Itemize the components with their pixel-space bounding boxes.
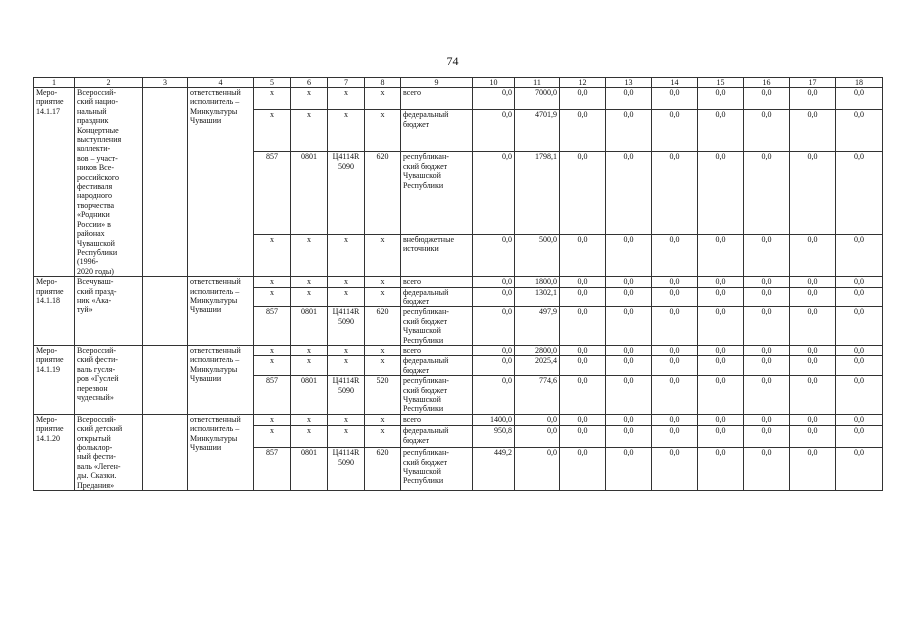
cell-value: 0,0 [560, 152, 606, 234]
cell-value: 2800,0 [515, 345, 560, 355]
cell-value: 0,0 [836, 356, 883, 376]
cell-value: 0,0 [698, 234, 744, 276]
cell-value: 0,0 [652, 152, 698, 234]
cell-funding-source: всего [401, 88, 473, 110]
column-header-2: 2 [75, 78, 143, 88]
cell-value: 0,0 [560, 448, 606, 491]
cell-value: 0,0 [744, 307, 790, 346]
cell-expense-type: 620 [365, 448, 401, 491]
cell-value: 0,0 [836, 277, 883, 287]
cell-value: 0,0 [790, 110, 836, 152]
cell-value: 0,0 [606, 234, 652, 276]
cell-value: 0,0 [744, 426, 790, 448]
cell-value: 449,2 [473, 448, 515, 491]
cell-target-article: x [328, 414, 365, 426]
cell-value: 0,0 [652, 307, 698, 346]
cell-section: x [291, 414, 328, 426]
cell-value: 0,0 [744, 152, 790, 234]
cell-value: 0,0 [698, 448, 744, 491]
column-header-18: 18 [836, 78, 883, 88]
cell-section: 0801 [291, 376, 328, 415]
event-id: Меро- приятие 14.1.19 [34, 345, 75, 414]
cell-value: 0,0 [473, 376, 515, 415]
column-header-11: 11 [515, 78, 560, 88]
column-header-3: 3 [143, 78, 188, 88]
cell-value: 0,0 [836, 234, 883, 276]
column-header-8: 8 [365, 78, 401, 88]
cell-expense-type: 520 [365, 376, 401, 415]
cell-value: 0,0 [606, 110, 652, 152]
cell-grbs: x [254, 88, 291, 110]
cell-value: 0,0 [836, 376, 883, 415]
cell-expense-type: x [365, 110, 401, 152]
column-header-12: 12 [560, 78, 606, 88]
cell-expense-type: x [365, 426, 401, 448]
cell-value: 0,0 [606, 287, 652, 307]
cell-value: 0,0 [652, 88, 698, 110]
cell-section: x [291, 110, 328, 152]
cell-value: 0,0 [473, 287, 515, 307]
cell-value: 0,0 [652, 376, 698, 415]
cell-value: 0,0 [836, 88, 883, 110]
cell-section: x [291, 88, 328, 110]
cell-grbs: x [254, 110, 291, 152]
cell-value: 0,0 [473, 307, 515, 346]
cell-value: 0,0 [560, 234, 606, 276]
cell-funding-source: республикан- ский бюджет Чувашской Республики [401, 376, 473, 415]
cell-value: 0,0 [698, 376, 744, 415]
cell-value: 0,0 [790, 277, 836, 287]
cell-value: 0,0 [744, 287, 790, 307]
cell-section: 0801 [291, 152, 328, 234]
cell-grbs: x [254, 277, 291, 287]
cell-section: x [291, 356, 328, 376]
cell-expense-type: x [365, 356, 401, 376]
cell-value: 0,0 [790, 152, 836, 234]
table-row [34, 277, 883, 287]
cell-value: 0,0 [790, 448, 836, 491]
cell-value: 1800,0 [515, 277, 560, 287]
empty-col-3 [143, 345, 188, 414]
cell-value: 0,0 [560, 307, 606, 346]
cell-expense-type: 620 [365, 307, 401, 346]
cell-target-article: x [328, 356, 365, 376]
cell-funding-source: всего [401, 277, 473, 287]
event-executor: ответственный исполнитель – Минкультуры Чувашии [188, 345, 254, 414]
cell-value: 0,0 [790, 345, 836, 355]
cell-value: 0,0 [560, 88, 606, 110]
cell-value: 0,0 [606, 414, 652, 426]
event-executor: ответственный исполнитель – Минкультуры Чувашии [188, 414, 254, 490]
cell-value: 0,0 [836, 287, 883, 307]
column-header-5: 5 [254, 78, 291, 88]
column-header-4: 4 [188, 78, 254, 88]
cell-target-article: Ц4114R 5090 [328, 152, 365, 234]
cell-value: 0,0 [744, 88, 790, 110]
cell-value: 7000,0 [515, 88, 560, 110]
column-header-16: 16 [744, 78, 790, 88]
cell-value: 500,0 [515, 234, 560, 276]
table-row [34, 345, 883, 355]
event-executor: ответственный исполнитель – Минкультуры Чувашии [188, 277, 254, 346]
cell-value: 0,0 [473, 234, 515, 276]
cell-value: 0,0 [836, 448, 883, 491]
empty-col-3 [143, 88, 188, 277]
cell-funding-source: федеральный бюджет [401, 287, 473, 307]
cell-value: 0,0 [698, 414, 744, 426]
cell-grbs: x [254, 345, 291, 355]
cell-funding-source: федеральный бюджет [401, 356, 473, 376]
cell-expense-type: x [365, 345, 401, 355]
cell-value: 0,0 [560, 376, 606, 415]
cell-value: 0,0 [790, 307, 836, 346]
cell-value: 0,0 [560, 345, 606, 355]
cell-value: 0,0 [836, 307, 883, 346]
cell-target-article: x [328, 234, 365, 276]
cell-value: 1798,1 [515, 152, 560, 234]
cell-expense-type: x [365, 88, 401, 110]
cell-value: 0,0 [652, 426, 698, 448]
cell-value: 0,0 [744, 414, 790, 426]
cell-value: 0,0 [744, 277, 790, 287]
cell-value: 0,0 [744, 110, 790, 152]
column-header-15: 15 [698, 78, 744, 88]
cell-value: 0,0 [515, 414, 560, 426]
column-header-17: 17 [790, 78, 836, 88]
cell-target-article: x [328, 110, 365, 152]
cell-funding-source: федеральный бюджет [401, 110, 473, 152]
cell-value: 0,0 [560, 287, 606, 307]
cell-value: 0,0 [836, 414, 883, 426]
cell-value: 0,0 [698, 307, 744, 346]
cell-funding-source: республикан- ский бюджет Чувашской Республики [401, 152, 473, 234]
cell-section: 0801 [291, 307, 328, 346]
cell-value: 0,0 [606, 448, 652, 491]
cell-value: 0,0 [473, 152, 515, 234]
cell-value: 0,0 [698, 110, 744, 152]
cell-value: 0,0 [560, 426, 606, 448]
event-name: Всероссий- ский нацио- нальный праздник Концертные выступления коллекти- вов – участ- ников Все- российского фестиваля народного творчества «Родники России» в районах Чувашской Республики (1996- 2020 годы) [75, 88, 143, 277]
cell-grbs: x [254, 426, 291, 448]
column-header-9: 9 [401, 78, 473, 88]
column-header-14: 14 [652, 78, 698, 88]
cell-target-article: x [328, 287, 365, 307]
cell-value: 0,0 [652, 448, 698, 491]
cell-funding-source: внебюджетные источники [401, 234, 473, 276]
cell-target-article: Ц4114R 5090 [328, 448, 365, 491]
cell-value: 0,0 [836, 426, 883, 448]
table-row [34, 414, 883, 426]
event-name: Всечуваш- ский празд- ник «Ака- туй» [75, 277, 143, 346]
event-id: Меро- приятие 14.1.17 [34, 88, 75, 277]
empty-col-3 [143, 414, 188, 490]
cell-value: 0,0 [836, 110, 883, 152]
cell-value: 0,0 [836, 345, 883, 355]
cell-value: 0,0 [560, 277, 606, 287]
cell-grbs: x [254, 234, 291, 276]
cell-expense-type: x [365, 277, 401, 287]
event-id: Меро- приятие 14.1.20 [34, 414, 75, 490]
cell-value: 0,0 [652, 414, 698, 426]
cell-value: 0,0 [790, 376, 836, 415]
cell-grbs: 857 [254, 152, 291, 234]
budget-table [33, 77, 883, 491]
column-header-6: 6 [291, 78, 328, 88]
cell-section: x [291, 277, 328, 287]
event-name: Всероссий- ский детский открытый фольклор- ный фести- валь «Леген- ды. Сказки. Предания» [75, 414, 143, 490]
cell-value: 0,0 [790, 287, 836, 307]
cell-target-article: Ц4114R 5090 [328, 307, 365, 346]
cell-value: 0,0 [473, 356, 515, 376]
cell-grbs: x [254, 414, 291, 426]
cell-section: x [291, 426, 328, 448]
cell-value: 950,8 [473, 426, 515, 448]
cell-value: 0,0 [744, 234, 790, 276]
cell-value: 0,0 [836, 152, 883, 234]
cell-value: 0,0 [652, 234, 698, 276]
column-header-7: 7 [328, 78, 365, 88]
cell-funding-source: республикан- ский бюджет Чувашской Республики [401, 448, 473, 491]
cell-value: 0,0 [473, 110, 515, 152]
cell-value: 1302,1 [515, 287, 560, 307]
cell-value: 0,0 [698, 88, 744, 110]
cell-value: 0,0 [606, 356, 652, 376]
cell-target-article: Ц4114R 5090 [328, 376, 365, 415]
cell-value: 0,0 [560, 356, 606, 376]
cell-funding-source: федеральный бюджет [401, 426, 473, 448]
cell-value: 0,0 [473, 88, 515, 110]
cell-value: 0,0 [606, 307, 652, 346]
cell-expense-type: x [365, 287, 401, 307]
event-executor: ответственный исполнитель – Минкультуры Чувашии [188, 88, 254, 277]
event-id: Меро- приятие 14.1.18 [34, 277, 75, 346]
cell-value: 2025,4 [515, 356, 560, 376]
cell-expense-type: x [365, 414, 401, 426]
cell-value: 0,0 [473, 277, 515, 287]
cell-value: 0,0 [790, 88, 836, 110]
cell-value: 0,0 [515, 426, 560, 448]
cell-expense-type: x [365, 234, 401, 276]
cell-grbs: x [254, 356, 291, 376]
cell-grbs: x [254, 287, 291, 307]
cell-target-article: x [328, 426, 365, 448]
cell-value: 0,0 [790, 356, 836, 376]
cell-value: 0,0 [606, 152, 652, 234]
cell-grbs: 857 [254, 307, 291, 346]
cell-value: 0,0 [698, 152, 744, 234]
cell-value: 0,0 [560, 414, 606, 426]
cell-target-article: x [328, 88, 365, 110]
cell-section: x [291, 287, 328, 307]
cell-value: 497,9 [515, 307, 560, 346]
header-row [34, 78, 883, 88]
cell-expense-type: 620 [365, 152, 401, 234]
cell-value: 0,0 [652, 277, 698, 287]
cell-funding-source: республикан- ский бюджет Чувашской Республики [401, 307, 473, 346]
cell-value: 0,0 [744, 448, 790, 491]
cell-funding-source: всего [401, 414, 473, 426]
cell-value: 0,0 [744, 376, 790, 415]
cell-grbs: 857 [254, 448, 291, 491]
cell-value: 0,0 [698, 426, 744, 448]
cell-value: 0,0 [698, 287, 744, 307]
cell-value: 0,0 [652, 356, 698, 376]
column-header-1: 1 [34, 78, 75, 88]
cell-value: 0,0 [606, 426, 652, 448]
cell-value: 0,0 [652, 110, 698, 152]
cell-value: 0,0 [744, 345, 790, 355]
cell-value: 0,0 [606, 277, 652, 287]
cell-value: 0,0 [652, 345, 698, 355]
column-header-10: 10 [473, 78, 515, 88]
cell-value: 0,0 [652, 287, 698, 307]
cell-value: 0,0 [790, 234, 836, 276]
cell-value: 0,0 [698, 345, 744, 355]
cell-funding-source: всего [401, 345, 473, 355]
cell-value: 0,0 [790, 426, 836, 448]
cell-value: 0,0 [790, 414, 836, 426]
cell-value: 0,0 [698, 277, 744, 287]
cell-target-article: x [328, 345, 365, 355]
cell-value: 0,0 [606, 376, 652, 415]
cell-section: x [291, 234, 328, 276]
page-number: 74 [446, 54, 459, 68]
cell-section: x [291, 345, 328, 355]
cell-value: 0,0 [606, 345, 652, 355]
cell-value: 0,0 [698, 356, 744, 376]
cell-value: 0,0 [606, 88, 652, 110]
cell-section: 0801 [291, 448, 328, 491]
cell-value: 774,6 [515, 376, 560, 415]
event-name: Всероссий- ский фести- валь гусля- ров «Гуслей перезвон чудесный» [75, 345, 143, 414]
cell-value: 1400,0 [473, 414, 515, 426]
cell-target-article: x [328, 277, 365, 287]
table-row [34, 88, 883, 110]
cell-value: 0,0 [473, 345, 515, 355]
cell-grbs: 857 [254, 376, 291, 415]
cell-value: 4701,9 [515, 110, 560, 152]
cell-value: 0,0 [560, 110, 606, 152]
column-header-13: 13 [606, 78, 652, 88]
cell-value: 0,0 [515, 448, 560, 491]
empty-col-3 [143, 277, 188, 346]
cell-value: 0,0 [744, 356, 790, 376]
